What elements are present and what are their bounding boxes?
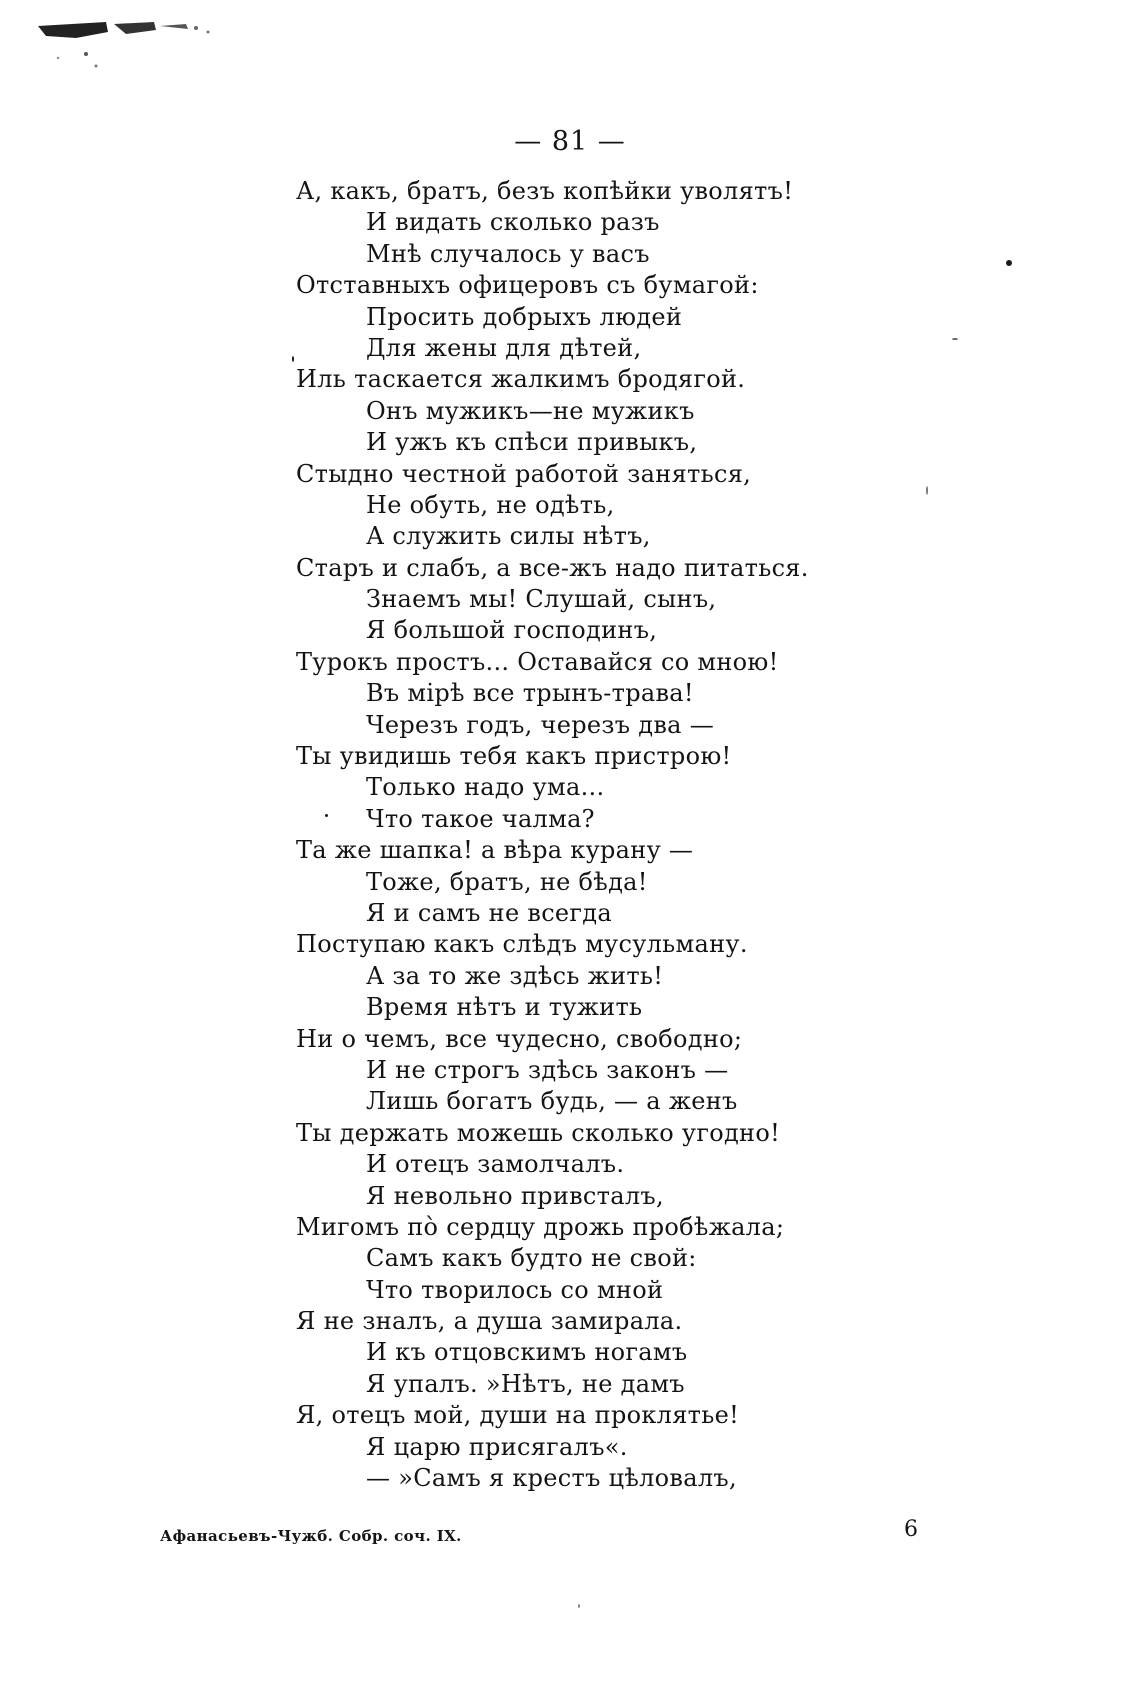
poem-line: Мигомъ по̀ сердцу дрожь пробѣжала;: [296, 1212, 785, 1241]
ink-speck: [926, 486, 928, 495]
ink-speck: [325, 814, 328, 817]
poem-line: Что такое чалма?: [366, 804, 595, 833]
poem-line: Не обуть, не одѣть,: [366, 490, 615, 519]
poem-line: Знаемъ мы! Слушай, сынъ,: [366, 585, 717, 614]
poem-line: Старъ и слабъ, а все-жъ надо питаться.: [296, 553, 809, 582]
poem-line: Я и самъ не всегда: [366, 898, 612, 927]
poem-line: Тоже, братъ, не бѣда!: [366, 867, 648, 896]
poem-line: И не строгъ здѣсь законъ —: [366, 1055, 729, 1084]
poem-line: А, какъ, братъ, безъ копѣйки уволятъ!: [296, 177, 794, 205]
poem-line: Та же шапка! а вѣра курану —: [296, 836, 694, 865]
poem-line: Что творилось со мной: [366, 1275, 664, 1304]
poem-line: Ты держать можешь сколько угодно!: [296, 1118, 781, 1147]
poem-line: Я не зналъ, а душа замирала.: [296, 1307, 683, 1336]
poem-line: Въ мірѣ все трынъ-трава!: [366, 679, 694, 708]
poem-line: Мнѣ случалось у васъ: [366, 239, 650, 268]
poem-line: Только надо ума...: [366, 773, 605, 802]
poem-line: Просить добрыхъ людей: [366, 302, 683, 331]
poem-line: Я царю присягалъ«.: [366, 1432, 628, 1461]
signature-number: 6: [904, 1517, 918, 1542]
poem-text: [296, 176, 976, 1494]
poem-line: Лишь богатъ будь, — а женъ: [366, 1087, 738, 1116]
poem-line: Ни о чемъ, все чудесно, свободно;: [296, 1024, 743, 1053]
poem-line: Стыдно честной работой заняться,: [296, 459, 752, 488]
poem-line: Я большой господинъ,: [366, 616, 658, 645]
ink-smudge-mark: [36, 14, 226, 74]
poem-line: Иль таскается жалкимъ бродягой.: [296, 365, 746, 394]
poem-line: Ты увидишь тебя какъ пристрою!: [296, 742, 732, 771]
poem-line: Турокъ простъ... Оставайся со мною!: [296, 647, 779, 676]
poem-line: И къ отцовскимъ ногамъ: [366, 1338, 688, 1367]
poem-line: Для жены для дѣтей,: [366, 333, 642, 362]
poem-line: Я упалъ. »Нѣтъ, не дамъ: [366, 1369, 685, 1398]
ink-speck: [292, 356, 294, 362]
poem-line: А служить силы нѣтъ,: [366, 522, 651, 551]
poem-line: И отецъ замолчалъ.: [366, 1150, 625, 1179]
poem-line: А за то же здѣсь жить!: [366, 961, 664, 990]
poem-line: Я, отецъ мой, души на проклятье!: [296, 1401, 740, 1430]
poem-line: И видать сколько разъ: [366, 208, 660, 237]
poem-line: Онъ мужикъ—не мужикъ: [366, 396, 695, 425]
ink-speck: [952, 338, 958, 340]
poem-line: Поступаю какъ слѣдъ мусульману.: [296, 930, 748, 959]
footer-source-label: Афанасьевъ-Чужб. Собр. соч. IX.: [160, 1527, 462, 1545]
poem-line: — »Самъ я крестъ цѣловалъ,: [366, 1464, 737, 1493]
ink-speck: [1006, 260, 1012, 266]
poem-line: Черезъ годъ, черезъ два —: [366, 710, 714, 739]
poem-line: Самъ какъ будто не свой:: [366, 1244, 697, 1273]
page-number: — 81 —: [514, 126, 626, 157]
poem-line: Время нѣтъ и тужить: [366, 993, 643, 1022]
poem-line: И ужъ къ спѣси привыкъ,: [366, 428, 698, 457]
ink-speck: [578, 1604, 580, 1608]
poem-line: Отставныхъ офицеровъ съ бумагой:: [296, 271, 759, 300]
poem-line: Я невольно привсталъ,: [366, 1181, 664, 1210]
